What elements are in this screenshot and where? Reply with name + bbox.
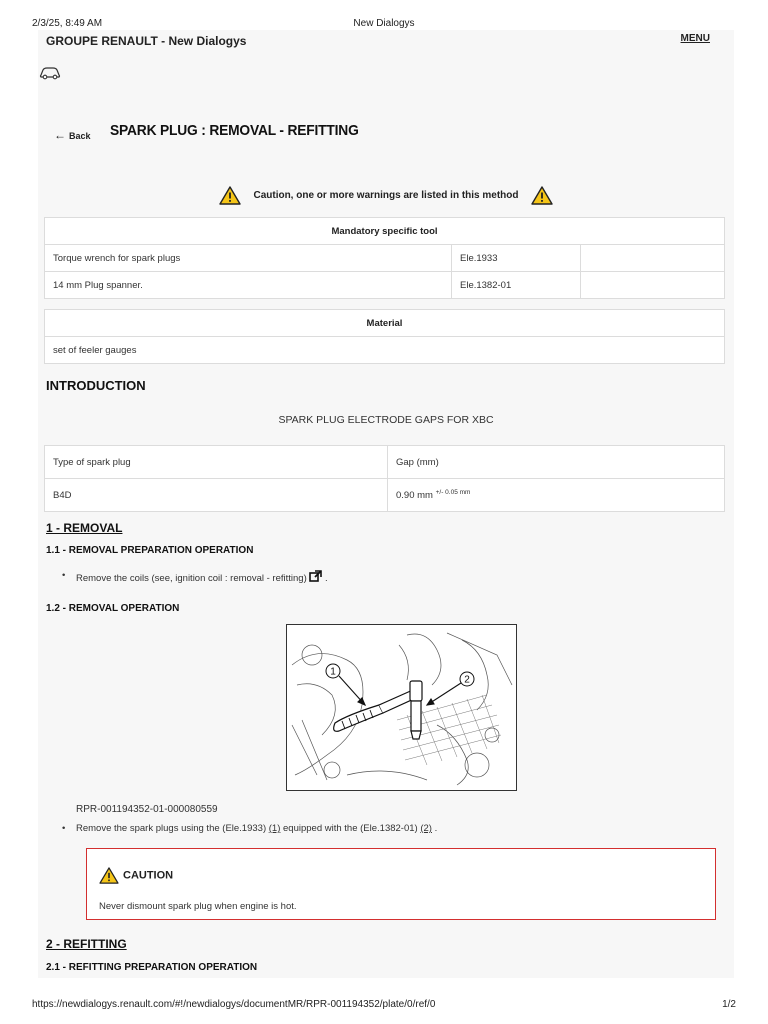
table-header: Mandatory specific tool — [45, 218, 725, 245]
tool-name: Torque wrench for spark plugs — [45, 245, 452, 272]
callout-1: 1 — [330, 666, 336, 678]
table-header: Material — [45, 310, 725, 337]
step-text-end: . — [322, 573, 328, 584]
electrode-gap-table — [44, 445, 725, 512]
tool-ref: Ele.1382-01 — [452, 272, 581, 299]
back-button[interactable] — [54, 128, 91, 142]
step-text: Remove the spark plugs using the (Ele.1933) — [76, 823, 269, 834]
gap-value-cell — [388, 479, 725, 512]
brand-title: GROUPE RENAULT - New Dialogys — [46, 34, 247, 48]
callout-ref-2[interactable]: (2) — [420, 823, 432, 834]
print-page-title: New Dialogys — [353, 18, 415, 29]
external-link-icon[interactable] — [309, 570, 322, 582]
column-header: Gap (mm) — [388, 446, 725, 479]
tool-extra — [581, 272, 725, 299]
warning-triangle-icon — [219, 186, 241, 205]
back-arrow-icon: ← — [54, 128, 66, 142]
tool-name: 14 mm Plug spanner. — [45, 272, 452, 299]
caution-box — [86, 848, 716, 920]
callout-ref-1[interactable]: (1) — [268, 823, 281, 834]
engine-illustration — [287, 625, 516, 790]
gap-value: 0.90 mm — [396, 490, 433, 502]
table-row — [45, 272, 725, 299]
column-header: Type of spark plug — [45, 446, 388, 479]
figure-caption: RPR-001194352-01-000080559 — [76, 804, 218, 815]
gap-table-title: SPARK PLUG ELECTRODE GAPS FOR XBC — [278, 414, 494, 426]
print-page-number: 1/2 — [722, 999, 736, 1010]
refitting-heading: 2 - REFITTING — [46, 937, 127, 951]
spark-plug-removal-figure — [286, 624, 517, 791]
step-text: equipped with the (Ele.1382-01) — [280, 823, 421, 834]
table-row — [45, 479, 725, 512]
table-row — [45, 337, 725, 364]
removal-heading: 1 - REMOVAL — [46, 521, 123, 535]
introduction-heading: INTRODUCTION — [46, 378, 146, 393]
callout-2: 2 — [464, 674, 470, 686]
removal-prep-heading: 1.1 - REMOVAL PREPARATION OPERATION — [46, 545, 254, 556]
mandatory-tool-table — [44, 217, 725, 299]
material-name: set of feeler gauges — [45, 337, 725, 364]
warning-triangle-icon — [99, 867, 119, 884]
list-item — [76, 823, 437, 834]
caution-text: Never dismount spark plug when engine is hot. — [99, 901, 297, 912]
document-page — [38, 30, 734, 978]
step-text: Remove the coils (see, ignition coil : removal - refitting) — [76, 573, 307, 584]
spark-plug-type: B4D — [45, 479, 388, 512]
caution-notice-text: Caution, one or more warnings are listed in this method — [253, 190, 519, 201]
page-title: SPARK PLUG : REMOVAL - REFITTING — [110, 122, 359, 139]
back-label: Back — [69, 131, 91, 141]
material-table — [44, 309, 725, 364]
gap-tolerance: +/- 0.05 mm — [435, 488, 471, 496]
tool-ref: Ele.1933 — [452, 245, 581, 272]
step-text: . — [431, 823, 438, 834]
print-url: https://newdialogys.renault.com/#!/newdialogys/documentMR/RPR-001194352/plate/0/ref/0 — [32, 999, 436, 1010]
refitting-prep-heading: 2.1 - REFITTING PREPARATION OPERATION — [46, 962, 258, 973]
warning-triangle-icon — [531, 186, 553, 205]
table-row — [45, 446, 725, 479]
print-datetime: 2/3/25, 8:49 AM — [32, 18, 103, 29]
caution-notice — [38, 186, 734, 205]
car-icon[interactable] — [38, 66, 62, 80]
menu-link[interactable]: MENU — [680, 33, 710, 44]
tool-extra — [581, 245, 725, 272]
table-row — [45, 245, 725, 272]
removal-operation-heading: 1.2 - REMOVAL OPERATION — [46, 603, 180, 614]
caution-heading — [99, 867, 173, 884]
list-item — [76, 570, 328, 584]
caution-title: CAUTION — [123, 869, 174, 882]
